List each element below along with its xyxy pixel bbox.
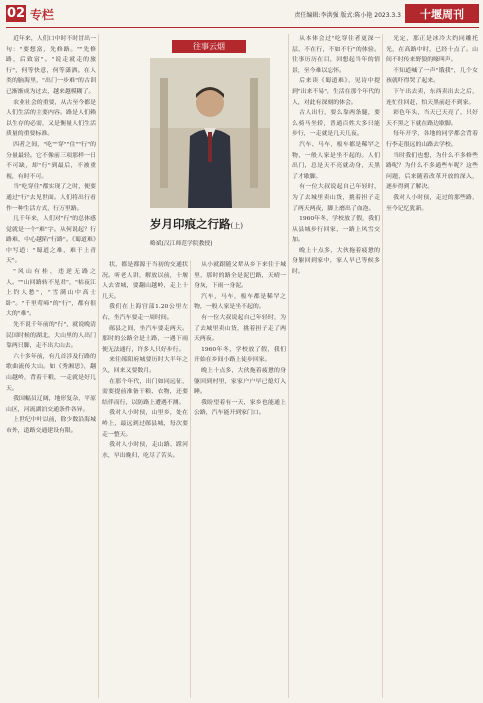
paragraph: 我对人小时侯，走过的那些路，至今记忆犹新。 (386, 194, 478, 212)
page-number: 02 (6, 6, 26, 21)
column-divider (382, 34, 383, 698)
paragraph: 我盼望着有一天，家乡也能通上公路，汽车能开到家门口。 (194, 399, 286, 417)
editor-credits: 责任编辑:李洪强 版式:陈小艳 2023.3.3 (294, 12, 401, 19)
article-column-5 (386, 34, 478, 698)
paragraph: 从本体会过"吃穿住者更深一层，不在行，不如不行"的体验。往事历历在目，回想起当年的情景，至今难以忘怀。 (292, 36, 380, 74)
header-rule (6, 27, 479, 28)
paragraph: 近年来，人们口中时不时冒出一句："要想富，先修路。""先修路，后致富"。"说走就走的旅行"，何等快意，何等潇洒。在人类的脑海里，"出门一步难"的古训已渐渐成为过去，越来越模糊了。 (6, 36, 96, 95)
column-divider (288, 34, 289, 698)
paragraph: 郧县之间，坐汽车要走两天。那时的公路全是土路，一遇下雨便无法通行，许多人只好步行。 (102, 325, 188, 353)
paragraph: 上世纪中叶以前，除少数沿海城市外，道路交通建设有限。 (6, 417, 96, 434)
paragraph: 我们在上海宫部1.20公里左右，坐汽车要走一周时间。 (102, 304, 188, 321)
article-column-4 (292, 34, 380, 698)
portrait-photo-icon (150, 58, 270, 208)
paragraph: 四者之间，"吃""穿""住""行"的分量最轻。它不像前三项那样一日不可缺，却"行"到最后，不被重视，有时不可。 (6, 141, 96, 180)
paragraph: 有一位大叔说起自己年轻时，为了去城里卖山货，挑着担子走了两天两夜，脚上磨出了血泡。 (292, 184, 380, 212)
paragraph: 状，都是都源于当初的交通状况。听老人讲，解放以前，十堰人去省城，要翻山越岭，走上十几天。 (102, 262, 188, 300)
paragraph: 当时我们也想，为什么不多修些路呢？为什么不多通些车呢？这些问题，后来随着改革开放的深入，逐步得到了解决。 (386, 152, 478, 191)
paragraph: 晚上十点多，大伙拖着疲惫的身躯回到村里，家家户户早已熄灯入睡。 (194, 367, 286, 396)
page-header (0, 0, 483, 28)
paragraph: 有一位大叔说起自己年轻时，为了去城里卖山货，挑着担子走了两天两夜。 (194, 314, 286, 343)
paragraph: 六十多年前，有几首涉及行路的歌曲流传大山。如《秀湘思》，翻山越岭，背着干粮，一走就是好几天。 (6, 353, 96, 392)
paragraph: 1960年冬，学校放了假，我们开始在乡间小路上徒步回家。 (194, 346, 286, 364)
paragraph: 几千年来，人们对"行"的总体感觉就是一个"难"字。从何说起？行路难，中心越陷"行路"。《蜀道难》中写道："蜀道之难，难于上青天"。 (6, 216, 96, 265)
paragraph: 汽车、马车，板车都是稀罕之物，一般人家是坐不起的。人们出门，总是天不亮就动身，天黑了才歇脚。 (292, 141, 380, 180)
article-title-part: (上) (230, 222, 243, 230)
paragraph: 光定，那正是冰冷大约同雕托光，在高路中时，已经十点了。山间不时传来野狼的嚎叫声。 (386, 36, 478, 64)
paragraph: 1960年冬，学校放了假，我们从县城步行回家，一路上风雪交加。 (292, 216, 380, 244)
paragraph: 我对人小时侯，走山路、蹚河水，早出晚归，吃尽了苦头。 (102, 442, 188, 459)
paragraph: 彩色年头，当天已天亮了，只好天不黑之下就在路边歇脚。 (386, 110, 478, 127)
author-byline: 略斌(汉江师范学院教授) (150, 241, 213, 247)
paragraph: 汽车，马车，板车都是稀罕之物，一般人家是坐不起的。 (194, 293, 286, 311)
paragraph: 我对人小时侯，山里乡，处在岭上，最远到过郧县城，每次要走一整天。 (102, 410, 188, 438)
edition-badge: 十堰周刊 (405, 4, 479, 23)
column-divider (190, 260, 191, 698)
column-divider (98, 34, 99, 698)
article-column-1 (6, 34, 96, 698)
article-title (150, 216, 300, 232)
paragraph: 当"吃穿住"都实现了之时，便要通过"行"去见世面。人们将出行看作一种生活方式，行万里路。 (6, 184, 96, 212)
article-column-2 (102, 260, 188, 698)
section-name: 专栏 (30, 8, 55, 22)
paragraph: 每年开学，各地的同学都会背着行李走很远的山路去学校。 (386, 131, 478, 148)
paragraph: 来往郧阳府城要历时大半年之久，回来又要数月。 (102, 357, 188, 374)
paragraph: 后来读《蜀道难》，见诗中提到"出来不易"，生活在那个年代的人，对此有深刻的体会。 (292, 78, 380, 106)
paragraph: 古人出行，要么靠两条腿，要么骑马坐轿，普通百姓大多只能步行，一走就是几天几夜。 (292, 110, 380, 138)
paragraph: 农业社会的重要，从古至今都是人们生活的主要内容。路是人们赖以生存的必需，又是衡量人们生活质量的重要标准。 (6, 99, 96, 138)
paragraph: 晚上十点多，大伙拖着疲惫的身躯回到家中，家人早已等候多时。 (292, 247, 380, 276)
article-title-text: 岁月印痕之行路 (150, 217, 231, 231)
paragraph: 从小就跟随父辈从乡下来往于城里，那时的路全是泥巴路，天晴一身灰，下雨一身泥。 (194, 262, 286, 290)
paragraph: 在那个年代，出门如同远征，需要提前准备干粮、衣物，还要结伴而行，以防路上遭遇不测。 (102, 378, 188, 406)
article-column-3 (194, 260, 286, 698)
paragraph: 不知道喊了一声"饿我"，几个女孩就吓得哭了起来。 (386, 67, 478, 85)
paragraph: 先不说千年前的"行"，就说晚清民国时候的湖北，大山里的人出门靠两只脚，走不出大山去。 (6, 322, 96, 350)
paragraph: 我国幅员辽阔，地形复杂，平原山区，河流湖泊交通条件各异。 (6, 396, 96, 413)
paragraph: 下午出去卖，东西卖出去之后，连忙往回赶，怕天黑前赶不到家。 (386, 88, 478, 106)
column-banner: 往事云烟 (172, 40, 246, 53)
paragraph: "风山有桂，违逆无路之人。""山回路转不见君"，"枯夜江上钓人愁"，"雪满山中高士卧"。"千里莺啼"的"行"，都有很大的"难"。 (6, 269, 96, 318)
